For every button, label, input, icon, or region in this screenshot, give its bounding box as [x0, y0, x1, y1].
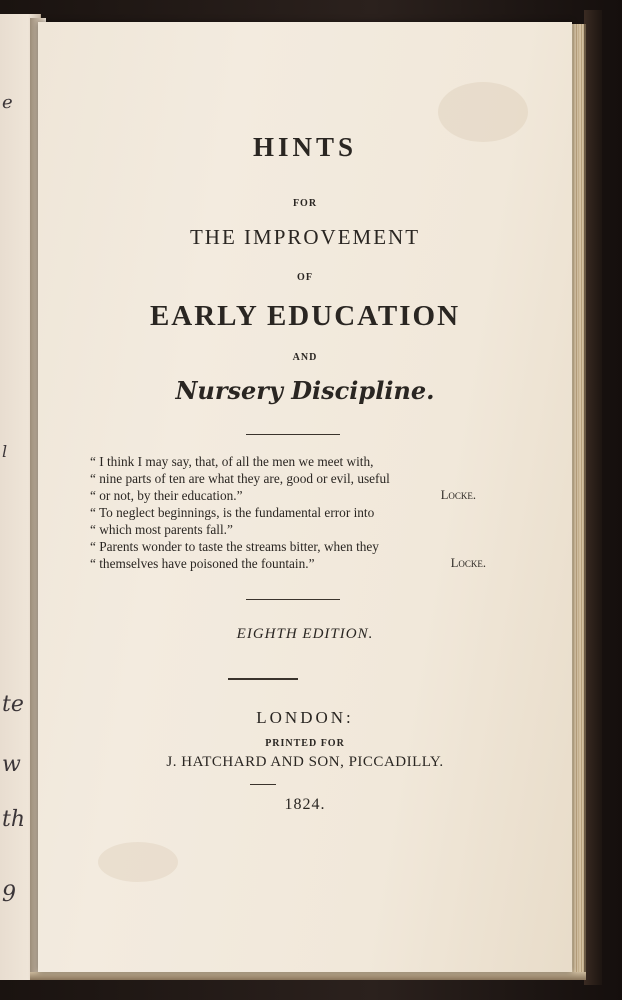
- divider-rule: [246, 434, 340, 435]
- page-edges: [572, 24, 586, 972]
- title-page: [38, 22, 572, 972]
- title-improvement: THE IMPROVEMENT: [189, 225, 421, 249]
- handwriting-mark: te: [2, 692, 24, 717]
- handwriting-mark: w: [2, 752, 21, 777]
- epigraph-text: “ nine parts of ten are what they are, good or evil, useful: [90, 471, 390, 486]
- epigraph-line: [90, 504, 498, 521]
- edition-label: EIGHTH EDITION.: [236, 626, 374, 642]
- imprint-printed-for: PRINTED FOR: [265, 738, 345, 749]
- title-hints: HINTS: [252, 132, 358, 162]
- epigraph-text: “ which most parents fall.”: [90, 522, 233, 537]
- imprint-year: 1824.: [284, 796, 326, 813]
- divider-rule: [250, 784, 276, 785]
- handwriting-mark: th: [2, 807, 26, 832]
- epigraph-line: [90, 453, 498, 470]
- epigraph-attribution: Locke.: [440, 488, 476, 502]
- paper-stain: [98, 842, 178, 882]
- title-for: FOR: [292, 198, 318, 209]
- handwriting-mark: 9: [2, 882, 16, 907]
- imprint-publisher: J. HATCHARD AND SON, PICCADILLY.: [166, 754, 444, 770]
- title-nursery-discipline: Nursery Discipline.: [175, 376, 435, 405]
- page-bottom-edge: [30, 972, 586, 980]
- epigraph-line: [90, 555, 498, 572]
- title-of: OF: [297, 272, 313, 283]
- title-and: AND: [292, 352, 318, 363]
- epigraph-text: “ themselves have poisoned the fountain.”: [90, 556, 315, 571]
- epigraph-line: [90, 470, 498, 487]
- divider-rule: [246, 599, 340, 600]
- title-early-education: EARLY EDUCATION: [149, 300, 461, 332]
- epigraph-line: [90, 521, 498, 538]
- epigraph-attribution: Locke.: [450, 556, 486, 570]
- epigraph-text: “ Parents wonder to taste the streams bitter, when they: [90, 539, 379, 554]
- epigraph-text: “ To neglect beginnings, is the fundamental error into: [90, 505, 375, 520]
- epigraph-text: “ I think I may say, that, of all the men we meet with,: [90, 454, 374, 469]
- handwriting-mark: l: [2, 442, 8, 461]
- epigraph-line: [90, 487, 498, 504]
- epigraph-line: [90, 538, 498, 555]
- handwriting-mark: e: [2, 92, 13, 113]
- book-cover-edge: [584, 10, 602, 985]
- imprint-city: LONDON:: [256, 708, 354, 727]
- epigraph-text: “ or not, by their education.”: [90, 488, 243, 503]
- divider-rule: [228, 678, 298, 680]
